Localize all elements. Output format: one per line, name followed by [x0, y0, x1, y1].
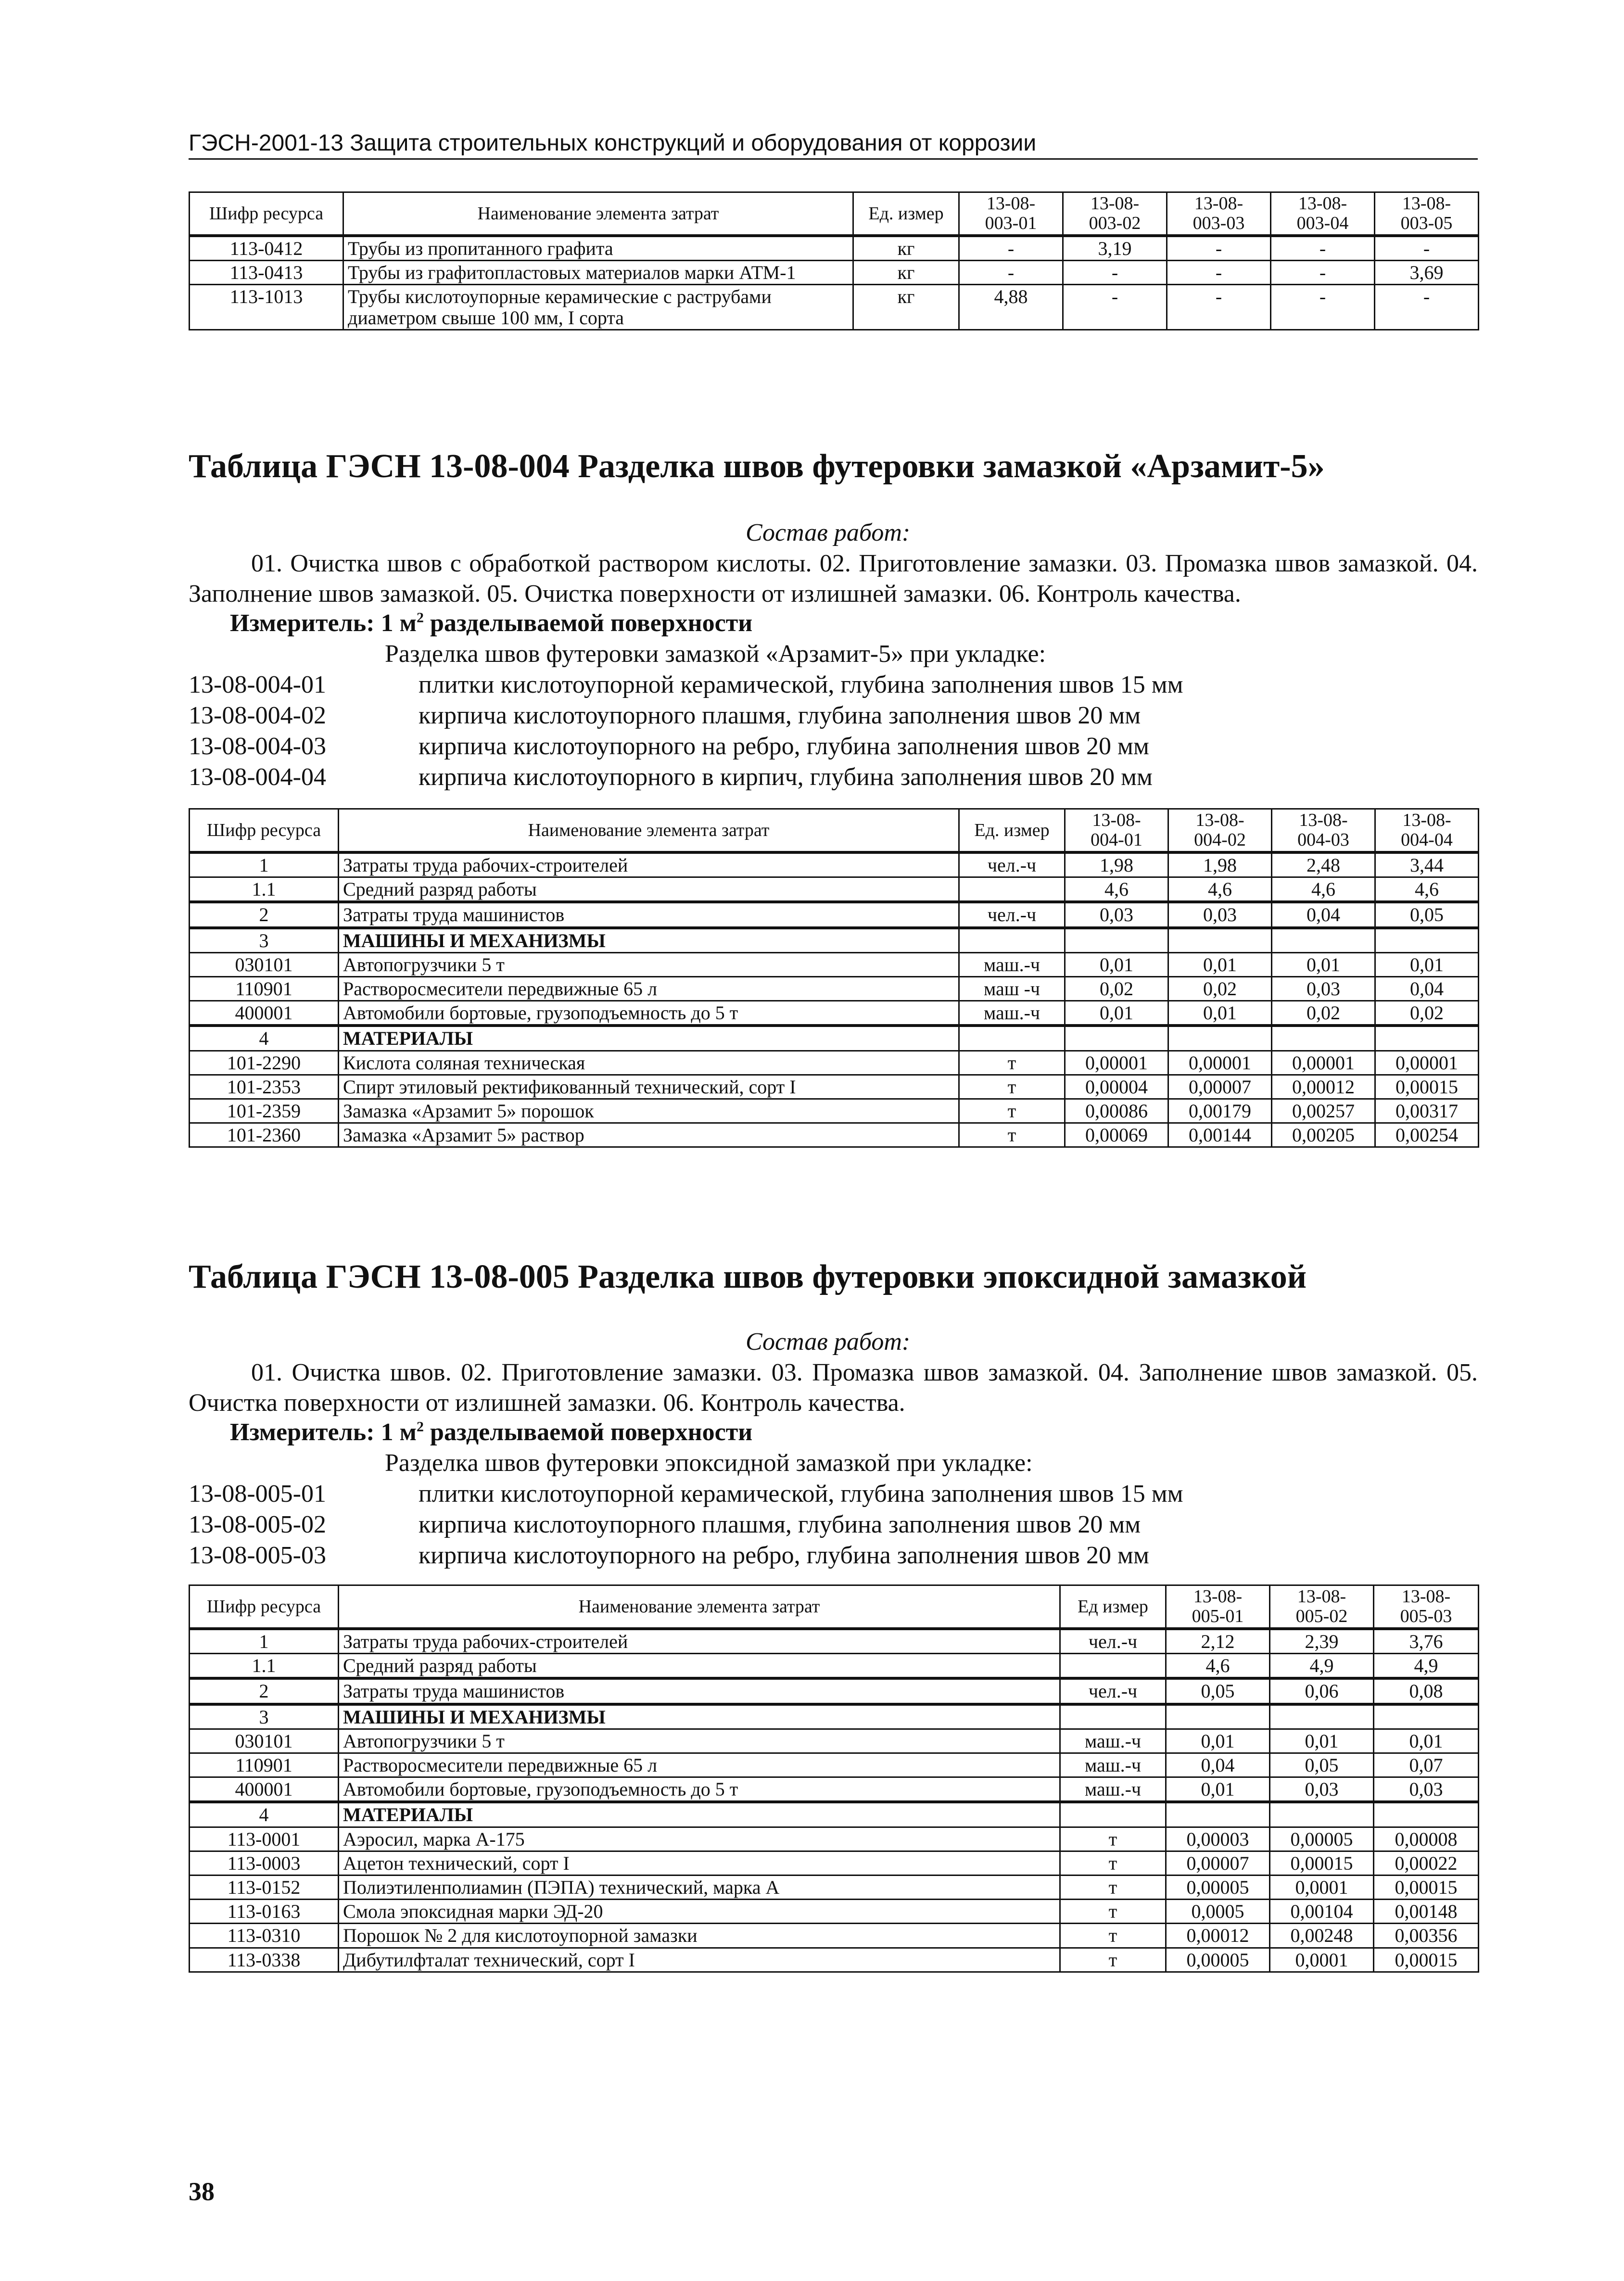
column-header: 13-08- 003-02 — [1063, 192, 1167, 236]
norm-value: - — [959, 236, 1063, 261]
norm-value: 0,00003 — [1166, 1827, 1270, 1851]
izmeritel-label: Измеритель: — [230, 609, 375, 637]
norm-value: 0,05 — [1375, 902, 1479, 927]
norm-value — [1168, 928, 1272, 953]
norm-value: 0,00015 — [1270, 1851, 1374, 1875]
norm-code: 13-08-005-01 — [189, 1480, 326, 1508]
norm-value: 0,00257 — [1272, 1099, 1375, 1123]
resource-code: 110901 — [190, 1753, 339, 1777]
code-row — [189, 1479, 1183, 1509]
unit: кг — [853, 236, 959, 261]
table-row — [190, 852, 1479, 877]
norm-value: 4,6 — [1168, 877, 1272, 902]
norm-value — [1375, 1026, 1479, 1051]
izmeritel-rest: разделываемой поверхности — [424, 609, 753, 637]
resource-name: Растворосмесители передвижные 65 л — [339, 1753, 1060, 1777]
table-row — [190, 928, 1479, 953]
norm-value: 0,00012 — [1166, 1924, 1270, 1948]
sostav-label: Состав работ: — [746, 519, 911, 546]
resource-name: Средний разряд работы — [339, 1654, 1060, 1679]
lead-line: Разделка швов футеровки замазкой «Арзамит-5» при укладке: — [385, 640, 1046, 668]
norm-description: кирпича кислотоупорного в кирпич, глубина заполнения швов 20 мм — [419, 763, 1153, 791]
code-row — [189, 1540, 1183, 1571]
unit — [1060, 1802, 1166, 1827]
resource-name: Автопогрузчики 5 т — [339, 1729, 1060, 1753]
resource-name: Замазка «Арзамит 5» раствор — [339, 1123, 959, 1147]
izmeritel-sup: 2 — [417, 1419, 424, 1435]
norm-value: 0,0001 — [1270, 1875, 1374, 1899]
norm-description: плитки кислотоупорной керамической, глубина заполнения швов 15 мм — [419, 671, 1183, 698]
norm-description: кирпича кислотоупорного плашмя, глубина заполнения швов 20 мм — [419, 701, 1141, 729]
sostav-text — [189, 548, 1478, 609]
resource-code: 110901 — [190, 977, 339, 1001]
norm-value: 0,00248 — [1270, 1924, 1374, 1948]
izmeritel-rest: разделываемой поверхности — [424, 1419, 753, 1446]
table-row — [190, 285, 1479, 329]
table-row — [190, 1654, 1479, 1679]
resource-code: 1.1 — [190, 877, 339, 902]
table-row — [190, 1729, 1479, 1753]
norm-value: 0,00104 — [1270, 1900, 1374, 1924]
code-list — [189, 670, 1183, 793]
norm-value: - — [1167, 236, 1271, 261]
resource-code: 113-0003 — [190, 1851, 339, 1875]
unit: т — [959, 1051, 1065, 1075]
unit: т — [1060, 1924, 1166, 1948]
norm-description: кирпича кислотоупорного плашмя, глубина заполнения швов 20 мм — [419, 1510, 1141, 1538]
resource-name: Автомобили бортовые, грузоподъемность до 5 т — [339, 1777, 1060, 1802]
norm-value: - — [959, 261, 1063, 285]
table-13-08-004 — [189, 808, 1479, 1148]
column-header: 13-08- 003-01 — [959, 192, 1063, 236]
column-header: 13-08- 004-03 — [1272, 809, 1375, 853]
resource-name: Трубы из пропитанного графита — [343, 236, 853, 261]
unit: т — [1060, 1875, 1166, 1899]
code-list — [189, 1479, 1183, 1571]
resource-code: 113-0310 — [190, 1924, 339, 1948]
column-header: 13-08- 005-03 — [1374, 1585, 1479, 1629]
izmeritel — [230, 609, 752, 637]
running-header: ГЭСН-2001-13 Защита строительных конструкций и оборудования от коррозии — [189, 130, 1478, 160]
norm-value: 0,01 — [1065, 952, 1168, 976]
table-row — [190, 1051, 1479, 1075]
norm-code: 13-08-004-04 — [189, 763, 326, 791]
table-row — [190, 236, 1479, 261]
column-header: Шифр ресурса — [190, 809, 339, 853]
table-13-08-003 — [189, 191, 1479, 330]
norm-value: 3,19 — [1063, 236, 1167, 261]
norm-value: 0,01 — [1374, 1729, 1479, 1753]
unit: кг — [853, 261, 959, 285]
table-13-08-004-title: Таблица ГЭСН 13-08-004 Разделка швов футеровки замазкой «Арзамит-5» — [189, 448, 1325, 485]
unit: чел.-ч — [1060, 1629, 1166, 1654]
norm-code: 13-08-004-03 — [189, 732, 326, 760]
resource-code: 2 — [190, 1678, 339, 1704]
resource-name: Аэросил, марка А-175 — [339, 1827, 1060, 1851]
code-row — [189, 1509, 1183, 1540]
column-header: Наименование элемента затрат — [339, 809, 959, 853]
norm-value — [1166, 1802, 1270, 1827]
resource-name: Дибутилфталат технический, сорт I — [339, 1948, 1060, 1972]
code-row — [189, 700, 1183, 731]
norm-value: 0,00005 — [1270, 1827, 1374, 1851]
column-header: 13-08- 004-04 — [1375, 809, 1479, 853]
resource-name: Автопогрузчики 5 т — [339, 952, 959, 976]
table-row — [190, 977, 1479, 1001]
unit: маш.-ч — [1060, 1729, 1166, 1753]
izmeritel-value: 1 м — [381, 1419, 417, 1446]
norm-value: 0,00356 — [1374, 1924, 1479, 1948]
norm-value: 0,00005 — [1166, 1948, 1270, 1972]
norm-value: 0,00007 — [1168, 1075, 1272, 1099]
sostav-text — [189, 1357, 1478, 1419]
table-13-08-005 — [189, 1584, 1479, 1973]
resource-code: 3 — [190, 928, 339, 953]
norm-value: 0,00001 — [1375, 1051, 1479, 1075]
norm-value: 0,02 — [1375, 1001, 1479, 1026]
norm-description: кирпича кислотоупорного на ребро, глубина заполнения швов 20 мм — [419, 1541, 1149, 1569]
table-row — [190, 1678, 1479, 1704]
norm-description: кирпича кислотоупорного на ребро, глубина заполнения швов 20 мм — [419, 732, 1149, 760]
table-row — [190, 1827, 1479, 1851]
norm-value: - — [1167, 261, 1271, 285]
norm-value: 0,04 — [1166, 1753, 1270, 1777]
unit — [1060, 1704, 1166, 1729]
norm-value: 0,00148 — [1374, 1900, 1479, 1924]
table-row — [190, 1704, 1479, 1729]
norm-value: 0,00179 — [1168, 1099, 1272, 1123]
column-header: 13-08- 005-01 — [1166, 1585, 1270, 1629]
resource-name: Смола эпоксидная марки ЭД-20 — [339, 1900, 1060, 1924]
izmeritel — [230, 1418, 752, 1446]
norm-value: 0,00254 — [1375, 1123, 1479, 1147]
table-row — [190, 1924, 1479, 1948]
column-header: Наименование элемента затрат — [339, 1585, 1060, 1629]
unit: т — [1060, 1900, 1166, 1924]
page-number: 38 — [189, 2177, 215, 2206]
norm-value — [1166, 1704, 1270, 1729]
norm-value: 0,02 — [1065, 977, 1168, 1001]
column-header: 13-08- 004-01 — [1065, 809, 1168, 853]
norm-value: 0,03 — [1168, 902, 1272, 927]
table-row — [190, 1777, 1479, 1802]
unit — [1060, 1654, 1166, 1679]
norm-value: 0,00086 — [1065, 1099, 1168, 1123]
norm-value: - — [1375, 236, 1479, 261]
resource-code: 030101 — [190, 1729, 339, 1753]
norm-value: 0,00001 — [1065, 1051, 1168, 1075]
resource-name: Затраты труда машинистов — [339, 902, 959, 927]
norm-value: 2,39 — [1270, 1629, 1374, 1654]
norm-value: - — [1271, 236, 1375, 261]
unit: чел.-ч — [959, 852, 1065, 877]
norm-value: 0,04 — [1272, 902, 1375, 927]
norm-value: 0,01 — [1168, 952, 1272, 976]
resource-code: 113-1013 — [190, 285, 343, 329]
resource-code: 4 — [190, 1026, 339, 1051]
resource-code: 113-0413 — [190, 261, 343, 285]
resource-code: 101-2359 — [190, 1099, 339, 1123]
table-row — [190, 1851, 1479, 1875]
norm-value: 0,00008 — [1374, 1827, 1479, 1851]
norm-value: 4,6 — [1065, 877, 1168, 902]
column-header: 13-08- 004-02 — [1168, 809, 1272, 853]
sostav-label: Состав работ: — [746, 1328, 911, 1356]
norm-value: 0,00069 — [1065, 1123, 1168, 1147]
resource-name: Затраты труда рабочих-строителей — [339, 852, 959, 877]
norm-value: 0,00007 — [1166, 1851, 1270, 1875]
norm-value: 0,00012 — [1272, 1075, 1375, 1099]
resource-name: Порошок № 2 для кислотоупорной замазки — [339, 1924, 1060, 1948]
norm-value: 0,04 — [1375, 977, 1479, 1001]
norm-value: 2,48 — [1272, 852, 1375, 877]
unit: кг — [853, 285, 959, 329]
column-header: Ед измер — [1060, 1585, 1166, 1629]
table-row — [190, 1099, 1479, 1123]
table-row — [190, 1948, 1479, 1972]
resource-code: 113-0152 — [190, 1875, 339, 1899]
norm-value: - — [1271, 285, 1375, 329]
table-row — [190, 261, 1479, 285]
norm-value: 3,76 — [1374, 1629, 1479, 1654]
norm-value: 0,01 — [1375, 952, 1479, 976]
table-row — [190, 877, 1479, 902]
unit: маш.-ч — [1060, 1777, 1166, 1802]
norm-code: 13-08-004-01 — [189, 671, 326, 698]
norm-value — [1065, 1026, 1168, 1051]
norm-value — [1272, 928, 1375, 953]
resource-name: Трубы из графитопластовых материалов марки АТМ-1 — [343, 261, 853, 285]
norm-value: 0,03 — [1374, 1777, 1479, 1802]
table-row — [190, 1001, 1479, 1026]
resource-name: Затраты труда машинистов — [339, 1678, 1060, 1704]
unit: маш -ч — [959, 977, 1065, 1001]
norm-value: 0,01 — [1168, 1001, 1272, 1026]
unit — [959, 877, 1065, 902]
table-row — [190, 902, 1479, 927]
unit: т — [1060, 1851, 1166, 1875]
unit: т — [1060, 1948, 1166, 1972]
norm-value: 0,05 — [1166, 1678, 1270, 1704]
unit — [959, 1026, 1065, 1051]
norm-value: 0,01 — [1272, 952, 1375, 976]
resource-name: Кислота соляная техническая — [339, 1051, 959, 1075]
resource-code: 400001 — [190, 1001, 339, 1026]
table-header-row — [190, 192, 1479, 236]
norm-value: 0,00317 — [1375, 1099, 1479, 1123]
unit — [959, 928, 1065, 953]
table-row — [190, 1629, 1479, 1654]
resource-name: МАШИНЫ И МЕХАНИЗМЫ — [339, 1704, 1060, 1729]
norm-value: 1,98 — [1065, 852, 1168, 877]
norm-value: 4,6 — [1272, 877, 1375, 902]
table-row — [190, 1802, 1479, 1827]
norm-value — [1065, 928, 1168, 953]
norm-value: 0,01 — [1166, 1777, 1270, 1802]
norm-value: 0,05 — [1270, 1753, 1374, 1777]
column-header: Шифр ресурса — [190, 1585, 339, 1629]
norm-value: 0,01 — [1270, 1729, 1374, 1753]
unit: т — [959, 1099, 1065, 1123]
norm-value: 4,9 — [1270, 1654, 1374, 1679]
lead-line: Разделка швов футеровки эпоксидной замазкой при укладке: — [385, 1449, 1033, 1477]
table-row — [190, 1875, 1479, 1899]
norm-value: - — [1167, 285, 1271, 329]
norm-value: 0,02 — [1272, 1001, 1375, 1026]
norm-value — [1374, 1802, 1479, 1827]
norm-value: 0,01 — [1166, 1729, 1270, 1753]
resource-code: 3 — [190, 1704, 339, 1729]
resource-code: 101-2360 — [190, 1123, 339, 1147]
norm-value: 0,00015 — [1375, 1075, 1479, 1099]
unit: маш.-ч — [1060, 1753, 1166, 1777]
izmeritel-value: 1 м — [381, 609, 417, 637]
norm-value: 0,01 — [1065, 1001, 1168, 1026]
resource-code: 400001 — [190, 1777, 339, 1802]
resource-code: 1.1 — [190, 1654, 339, 1679]
resource-code: 030101 — [190, 952, 339, 976]
column-header: 13-08- 003-05 — [1375, 192, 1479, 236]
izmeritel-sup: 2 — [417, 609, 424, 626]
unit: чел.-ч — [959, 902, 1065, 927]
column-header: Ед. измер — [959, 809, 1065, 853]
resource-name: Спирт этиловый ректификованный технический, сорт I — [339, 1075, 959, 1099]
norm-value: 0,00015 — [1374, 1948, 1479, 1972]
norm-value: 0,06 — [1270, 1678, 1374, 1704]
norm-code: 13-08-005-03 — [189, 1541, 326, 1569]
norm-value: 0,03 — [1270, 1777, 1374, 1802]
norm-value: 0,00005 — [1166, 1875, 1270, 1899]
norm-value: 2,12 — [1166, 1629, 1270, 1654]
norm-value: 0,08 — [1374, 1678, 1479, 1704]
norm-value: 4,9 — [1374, 1654, 1479, 1679]
norm-value: 0,00022 — [1374, 1851, 1479, 1875]
resource-code: 113-0001 — [190, 1827, 339, 1851]
izmeritel-label: Измеритель: — [230, 1419, 375, 1446]
norm-value: 0,00205 — [1272, 1123, 1375, 1147]
resource-code: 2 — [190, 902, 339, 927]
resource-code: 113-0338 — [190, 1948, 339, 1972]
resource-name: МАТЕРИАЛЫ — [339, 1026, 959, 1051]
resource-code: 113-0412 — [190, 236, 343, 261]
column-header: Ед. измер — [853, 192, 959, 236]
resource-code: 101-2290 — [190, 1051, 339, 1075]
norm-value: 0,00001 — [1272, 1051, 1375, 1075]
resource-name: МАТЕРИАЛЫ — [339, 1802, 1060, 1827]
table-header-row — [190, 809, 1479, 853]
norm-value: 0,0005 — [1166, 1900, 1270, 1924]
resource-name: Ацетон технический, сорт I — [339, 1851, 1060, 1875]
resource-code: 1 — [190, 852, 339, 877]
resource-name: Затраты труда рабочих-строителей — [339, 1629, 1060, 1654]
norm-value: 0,07 — [1374, 1753, 1479, 1777]
norm-value — [1375, 928, 1479, 953]
norm-value: 4,6 — [1375, 877, 1479, 902]
norm-value: 0,00144 — [1168, 1123, 1272, 1147]
norm-value: 0,00015 — [1374, 1875, 1479, 1899]
table-row — [190, 1900, 1479, 1924]
norm-value: 0,00004 — [1065, 1075, 1168, 1099]
norm-value — [1374, 1704, 1479, 1729]
resource-code: 4 — [190, 1802, 339, 1827]
norm-description: плитки кислотоупорной керамической, глубина заполнения швов 15 мм — [419, 1480, 1183, 1508]
norm-value: 0,0001 — [1270, 1948, 1374, 1972]
column-header: Наименование элемента затрат — [343, 192, 853, 236]
resource-name: Средний разряд работы — [339, 877, 959, 902]
unit: маш.-ч — [959, 952, 1065, 976]
norm-value: 3,69 — [1375, 261, 1479, 285]
norm-value: 0,03 — [1065, 902, 1168, 927]
resource-code: 101-2353 — [190, 1075, 339, 1099]
table-row — [190, 1753, 1479, 1777]
norm-value: 0,03 — [1272, 977, 1375, 1001]
resource-name: Растворосмесители передвижные 65 л — [339, 977, 959, 1001]
norm-value: 3,44 — [1375, 852, 1479, 877]
table-header-row — [190, 1585, 1479, 1629]
table-row — [190, 1123, 1479, 1147]
norm-value — [1272, 1026, 1375, 1051]
code-row — [189, 762, 1183, 793]
column-header: 13-08- 005-02 — [1270, 1585, 1374, 1629]
table-13-08-005-title: Таблица ГЭСН 13-08-005 Разделка швов футеровки эпоксидной замазкой — [189, 1258, 1307, 1295]
unit: маш.-ч — [959, 1001, 1065, 1026]
norm-value: - — [1375, 285, 1479, 329]
table-row — [190, 952, 1479, 976]
column-header: Шифр ресурса — [190, 192, 343, 236]
table-row — [190, 1026, 1479, 1051]
norm-value: 4,88 — [959, 285, 1063, 329]
resource-name: Замазка «Арзамит 5» порошок — [339, 1099, 959, 1123]
norm-code: 13-08-004-02 — [189, 701, 326, 729]
resource-name: МАШИНЫ И МЕХАНИЗМЫ — [339, 928, 959, 953]
column-header: 13-08- 003-03 — [1167, 192, 1271, 236]
norm-value: - — [1063, 285, 1167, 329]
code-row — [189, 731, 1183, 762]
resource-name: Полиэтиленполиамин (ПЭПА) технический, марка А — [339, 1875, 1060, 1899]
unit: чел.-ч — [1060, 1678, 1166, 1704]
norm-value — [1168, 1026, 1272, 1051]
unit: т — [1060, 1827, 1166, 1851]
resource-code: 113-0163 — [190, 1900, 339, 1924]
column-header: 13-08- 003-04 — [1271, 192, 1375, 236]
norm-value: 1,98 — [1168, 852, 1272, 877]
code-row — [189, 670, 1183, 700]
norm-code: 13-08-005-02 — [189, 1510, 326, 1538]
norm-value: 4,6 — [1166, 1654, 1270, 1679]
norm-value: 0,02 — [1168, 977, 1272, 1001]
norm-value: 0,00001 — [1168, 1051, 1272, 1075]
norm-value: - — [1271, 261, 1375, 285]
sostav-paragraph: 01. Очистка швов с обработкой раствором кислоты. 02. Приготовление замазки. 03. Промазка швов замазкой. 04. Заполнение швов замазкой. 05. Очистка поверхности от излишней замазки. 06. Контроль качества. — [189, 550, 1478, 608]
norm-value — [1270, 1802, 1374, 1827]
resource-code: 1 — [190, 1629, 339, 1654]
unit: т — [959, 1123, 1065, 1147]
sostav-paragraph: 01. Очистка швов. 02. Приготовление замазки. 03. Промазка швов замазкой. 04. Заполнение швов замазкой. 05. Очистка поверхности от излишней замазки. 06. Контроль качества. — [189, 1359, 1478, 1417]
norm-value — [1270, 1704, 1374, 1729]
table-row — [190, 1075, 1479, 1099]
resource-name: Автомобили бортовые, грузоподъемность до 5 т — [339, 1001, 959, 1026]
norm-value: - — [1063, 261, 1167, 285]
resource-name: Трубы кислотоупорные керамические с раструбами диаметром свыше 100 мм, I сорта — [343, 285, 853, 329]
unit: т — [959, 1075, 1065, 1099]
